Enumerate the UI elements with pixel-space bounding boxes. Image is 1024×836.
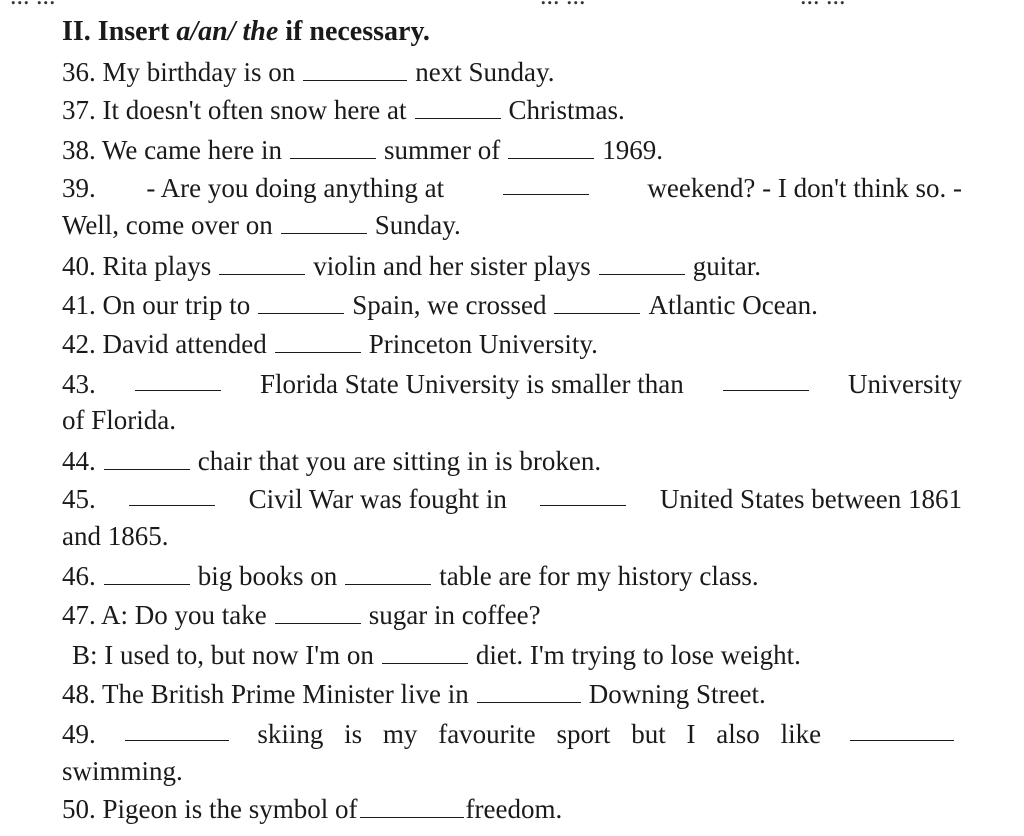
exercise-number: 48. bbox=[62, 679, 96, 709]
exercise-38 bbox=[62, 134, 663, 166]
exercise-39-continued bbox=[62, 209, 461, 241]
exercise-49 bbox=[62, 718, 962, 750]
exercise-text: David attended bbox=[102, 329, 267, 359]
exercise-text: is bbox=[344, 719, 363, 749]
exercise-text: We came here in bbox=[102, 135, 282, 165]
exercise-text: and 1865. bbox=[62, 521, 169, 551]
exercise-text: weekend? - I don't think so. - bbox=[647, 173, 962, 203]
exercise-47-continued bbox=[72, 639, 801, 671]
exercise-text: A: Do you take bbox=[101, 600, 267, 630]
exercise-text: next Sunday. bbox=[415, 57, 555, 87]
exercise-text: guitar. bbox=[692, 251, 761, 281]
cropped-fragment bbox=[10, 0, 56, 6]
exercise-text: - Are you doing anything at bbox=[146, 173, 445, 203]
exercise-text: Christmas. bbox=[508, 95, 625, 125]
answer-blank[interactable] bbox=[125, 718, 229, 741]
exercise-number: 39. bbox=[62, 173, 96, 203]
exercise-40 bbox=[62, 250, 761, 282]
cropped-fragment bbox=[540, 0, 586, 6]
exercise-text: Civil War was fought in bbox=[248, 484, 507, 514]
exercise-number: 50. bbox=[62, 794, 96, 824]
answer-blank[interactable] bbox=[382, 641, 468, 664]
exercise-45-continued bbox=[62, 520, 168, 552]
exercise-text: chair that you are sitting in is broken. bbox=[197, 446, 602, 476]
exercise-text: Rita plays bbox=[102, 251, 212, 281]
exercise-text: Florida State University is smaller than bbox=[260, 369, 684, 399]
answer-blank[interactable] bbox=[135, 368, 221, 391]
exercise-text: but bbox=[631, 719, 666, 749]
answer-blank[interactable] bbox=[129, 483, 215, 506]
exercise-number: 37. bbox=[62, 95, 96, 125]
answer-blank[interactable] bbox=[599, 252, 685, 275]
exercise-49-continued bbox=[62, 755, 183, 787]
answer-blank[interactable] bbox=[258, 291, 344, 314]
answer-blank[interactable] bbox=[415, 96, 501, 119]
section-word-insert: Insert bbox=[97, 16, 170, 47]
answer-blank[interactable] bbox=[503, 172, 589, 195]
exercise-42 bbox=[62, 328, 598, 360]
exercise-36 bbox=[62, 56, 554, 88]
answer-blank[interactable] bbox=[275, 330, 361, 353]
exercise-text: Princeton University. bbox=[368, 329, 598, 359]
exercise-number: 49. bbox=[62, 719, 96, 749]
exercise-text: also bbox=[716, 719, 760, 749]
exercise-text: Downing Street. bbox=[588, 679, 766, 709]
exercise-text: Spain, we crossed bbox=[352, 290, 547, 320]
answer-blank[interactable] bbox=[477, 680, 581, 703]
exercise-37 bbox=[62, 94, 625, 126]
exercise-text: United States between 1861 bbox=[659, 484, 962, 514]
exercise-text: B: I used to, but now I'm on bbox=[72, 640, 374, 670]
answer-blank[interactable] bbox=[303, 58, 407, 81]
exercise-text: The British Prime Minister live in bbox=[102, 679, 469, 709]
answer-blank[interactable] bbox=[554, 291, 640, 314]
answer-blank[interactable] bbox=[360, 795, 464, 818]
exercise-text: It doesn't often snow here at bbox=[102, 95, 407, 125]
exercise-43-continued bbox=[62, 404, 176, 436]
exercise-text: Atlantic Ocean. bbox=[648, 290, 818, 320]
exercise-text: like bbox=[780, 719, 822, 749]
exercise-text: diet. I'm trying to lose weight. bbox=[475, 640, 801, 670]
exercise-text: I bbox=[686, 719, 696, 749]
section-rest: if necessary. bbox=[285, 16, 430, 47]
exercise-39 bbox=[62, 172, 962, 204]
exercise-text: violin and her sister plays bbox=[313, 251, 591, 281]
answer-blank[interactable] bbox=[281, 211, 367, 234]
exercise-41 bbox=[62, 289, 818, 321]
exercise-text: sugar in coffee? bbox=[368, 600, 541, 630]
section-articles: a/an/ the bbox=[176, 16, 279, 47]
exercise-text: of Florida. bbox=[62, 405, 176, 435]
exercise-text: summer of bbox=[384, 135, 501, 165]
exercise-number: 43. bbox=[62, 369, 96, 399]
section-numeral: II. bbox=[62, 16, 91, 47]
exercise-text: Well, come over on bbox=[62, 210, 273, 240]
exercise-50 bbox=[62, 793, 562, 825]
exercise-text: freedom. bbox=[465, 794, 563, 824]
exercise-number: 41. bbox=[62, 290, 96, 320]
exercise-text: favourite bbox=[438, 719, 536, 749]
cropped-previous-line bbox=[0, 0, 1024, 6]
exercise-43 bbox=[62, 368, 962, 400]
answer-blank[interactable] bbox=[275, 601, 361, 624]
answer-blank[interactable] bbox=[508, 136, 594, 159]
exercise-number: 40. bbox=[62, 251, 96, 281]
answer-blank[interactable] bbox=[345, 562, 431, 585]
answer-blank[interactable] bbox=[219, 252, 305, 275]
exercise-number: 47. bbox=[62, 600, 96, 630]
exercise-text: University bbox=[848, 369, 962, 399]
exercise-text: big books on bbox=[197, 561, 338, 591]
exercise-text: skiing bbox=[257, 719, 324, 749]
exercise-number: 36. bbox=[62, 57, 96, 87]
exercise-text: table are for my history class. bbox=[439, 561, 759, 591]
exercise-text: Sunday. bbox=[374, 210, 461, 240]
exercise-text: 1969. bbox=[602, 135, 663, 165]
exercise-number: 42. bbox=[62, 329, 96, 359]
exercise-number: 44. bbox=[62, 446, 96, 476]
exercise-text: My birthday is on bbox=[102, 57, 296, 87]
cropped-fragment bbox=[800, 0, 846, 6]
exercise-text: sport bbox=[556, 719, 611, 749]
exercise-number: 38. bbox=[62, 135, 96, 165]
exercise-47 bbox=[62, 599, 541, 631]
exercise-text: swimming. bbox=[62, 756, 183, 786]
exercise-45 bbox=[62, 483, 962, 515]
exercise-text: On our trip to bbox=[102, 290, 251, 320]
answer-blank[interactable] bbox=[540, 483, 626, 506]
section-title bbox=[62, 16, 430, 48]
exercise-number: 46. bbox=[62, 561, 96, 591]
answer-blank[interactable] bbox=[104, 447, 190, 470]
exercise-text: Pigeon is the symbol of bbox=[102, 794, 358, 824]
exercise-46 bbox=[62, 560, 759, 592]
exercise-48 bbox=[62, 678, 766, 710]
exercise-44 bbox=[62, 445, 601, 477]
exercise-number: 45. bbox=[62, 484, 96, 514]
answer-blank[interactable] bbox=[850, 718, 954, 741]
answer-blank[interactable] bbox=[290, 136, 376, 159]
answer-blank[interactable] bbox=[723, 368, 809, 391]
answer-blank[interactable] bbox=[104, 562, 190, 585]
exercise-text: my bbox=[382, 719, 418, 749]
